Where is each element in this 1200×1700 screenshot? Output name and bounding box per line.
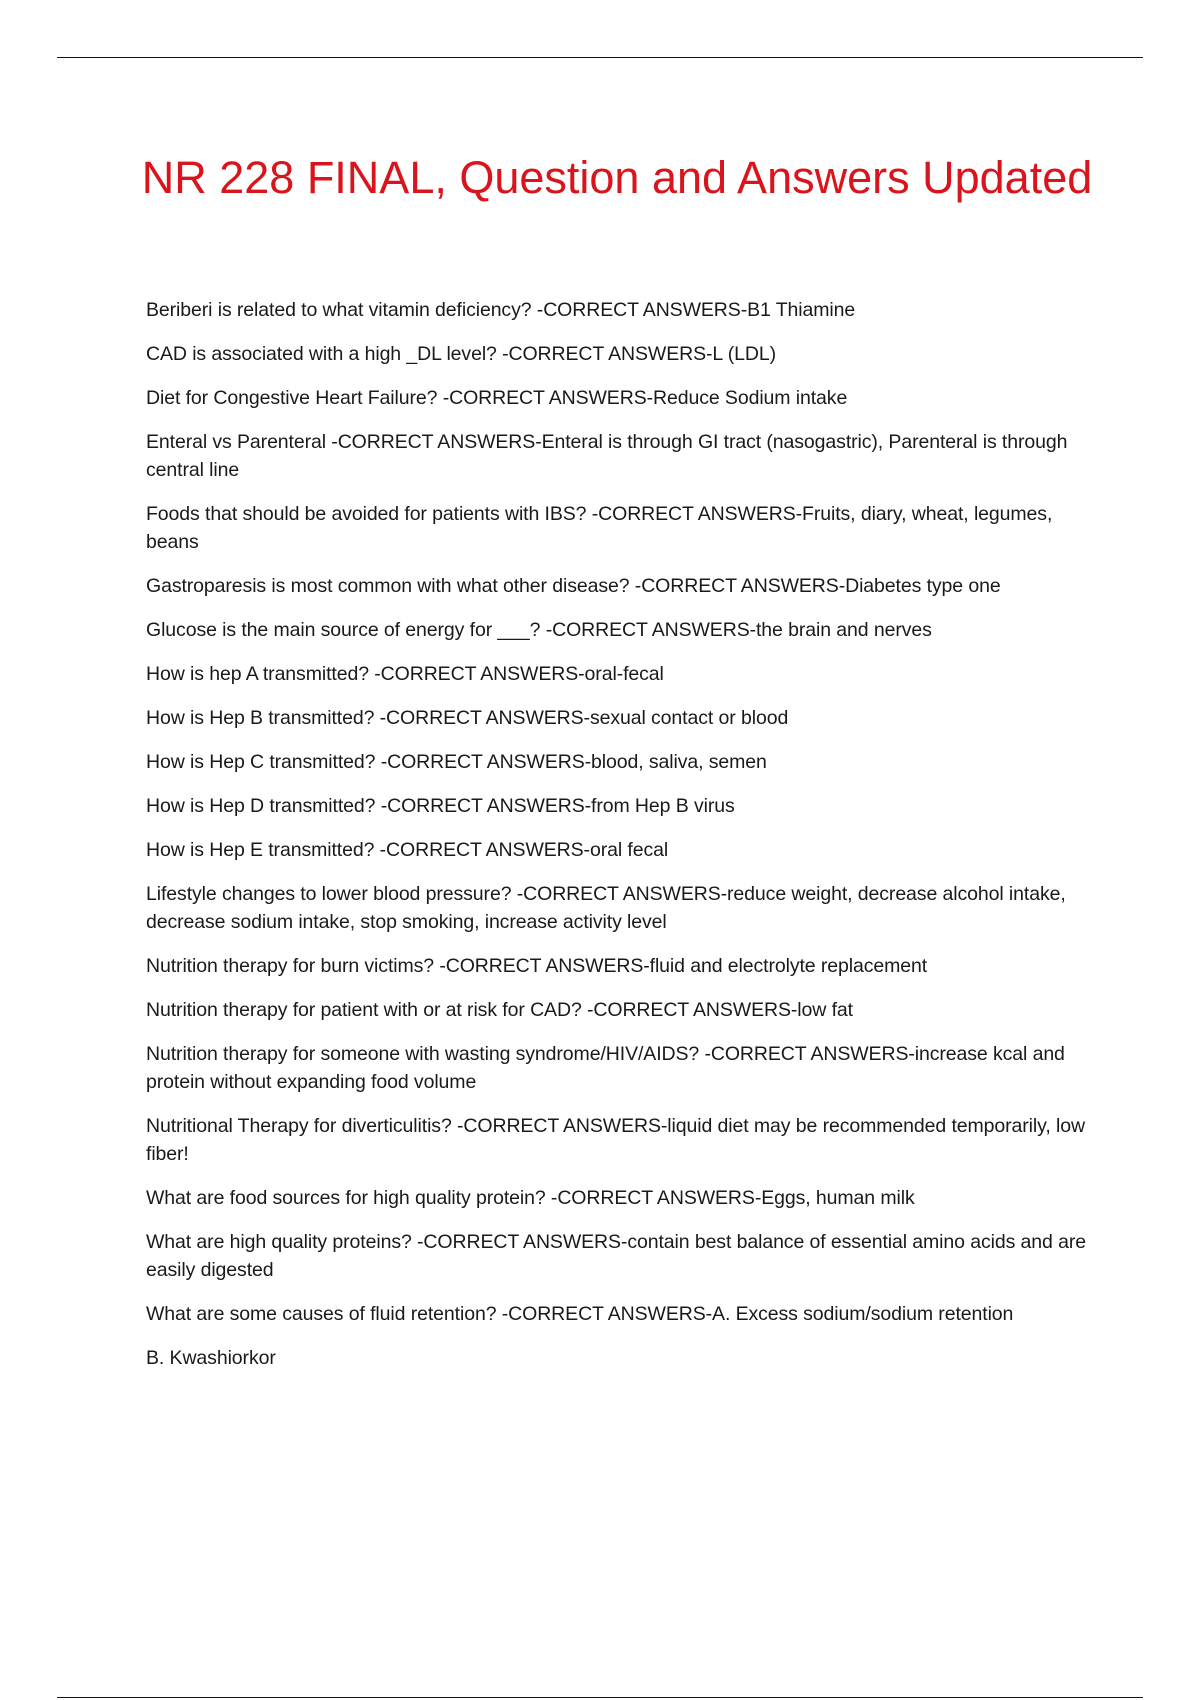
qa-entry: Nutritional Therapy for diverticulitis? -CORRECT ANSWERS-liquid diet may be recommended temporarily, low fiber! <box>146 1115 1085 1165</box>
header-rule <box>57 57 1143 58</box>
qa-entry: What are some causes of fluid retention? -CORRECT ANSWERS-A. Excess sodium/sodium retention <box>146 1303 1014 1325</box>
qa-entry: Nutrition therapy for someone with wasting syndrome/HIV/AIDS? -CORRECT ANSWERS-increase kcal and protein without expanding food volume <box>146 1043 1065 1093</box>
qa-entry: How is Hep B transmitted? -CORRECT ANSWERS-sexual contact or blood <box>146 707 789 729</box>
qa-entry: Lifestyle changes to lower blood pressure? -CORRECT ANSWERS-reduce weight, decrease alcohol intake, decrease sodium intake, stop smoking, increase activity level <box>146 883 1066 933</box>
qa-entry: How is Hep D transmitted? -CORRECT ANSWERS-from Hep B virus <box>146 795 735 817</box>
qa-entry: What are food sources for high quality protein? -CORRECT ANSWERS-Eggs, human milk <box>146 1187 915 1209</box>
qa-entry: How is Hep C transmitted? -CORRECT ANSWERS-blood, saliva, semen <box>146 751 767 773</box>
qa-entry: Nutrition therapy for burn victims? -CORRECT ANSWERS-fluid and electrolyte replacement <box>146 955 928 977</box>
qa-entry: Beriberi is related to what vitamin deficiency? -CORRECT ANSWERS-B1 Thiamine <box>146 299 856 321</box>
qa-entry: Nutrition therapy for patient with or at risk for CAD? -CORRECT ANSWERS-low fat <box>146 999 853 1021</box>
footer-rule <box>57 1697 1143 1698</box>
qa-entry: B. Kwashiorkor <box>146 1347 276 1369</box>
qa-entry: How is hep A transmitted? -CORRECT ANSWERS-oral-fecal <box>146 663 664 685</box>
qa-entry: CAD is associated with a high _DL level? -CORRECT ANSWERS-L (LDL) <box>146 343 776 365</box>
qa-entry: Foods that should be avoided for patients with IBS? -CORRECT ANSWERS-Fruits, diary, wheat, legumes, beans <box>146 503 1053 553</box>
qa-entry: Glucose is the main source of energy for ___? -CORRECT ANSWERS-the brain and nerves <box>146 619 932 641</box>
document-title: NR 228 FINAL, Question and Answers Updated <box>141 152 1093 203</box>
qa-entry: What are high quality proteins? -CORRECT ANSWERS-contain best balance of essential amino acids and are easily digested <box>146 1231 1086 1281</box>
qa-entry: Diet for Congestive Heart Failure? -CORRECT ANSWERS-Reduce Sodium intake <box>146 387 848 409</box>
qa-entry: Gastroparesis is most common with what other disease? -CORRECT ANSWERS-Diabetes type one <box>146 575 1001 597</box>
qa-entry: How is Hep E transmitted? -CORRECT ANSWERS-oral fecal <box>146 839 669 861</box>
qa-entry: Enteral vs Parenteral -CORRECT ANSWERS-Enteral is through GI tract (nasogastric), Parenteral is through central line <box>146 431 1068 481</box>
qa-list <box>146 296 1096 1388</box>
